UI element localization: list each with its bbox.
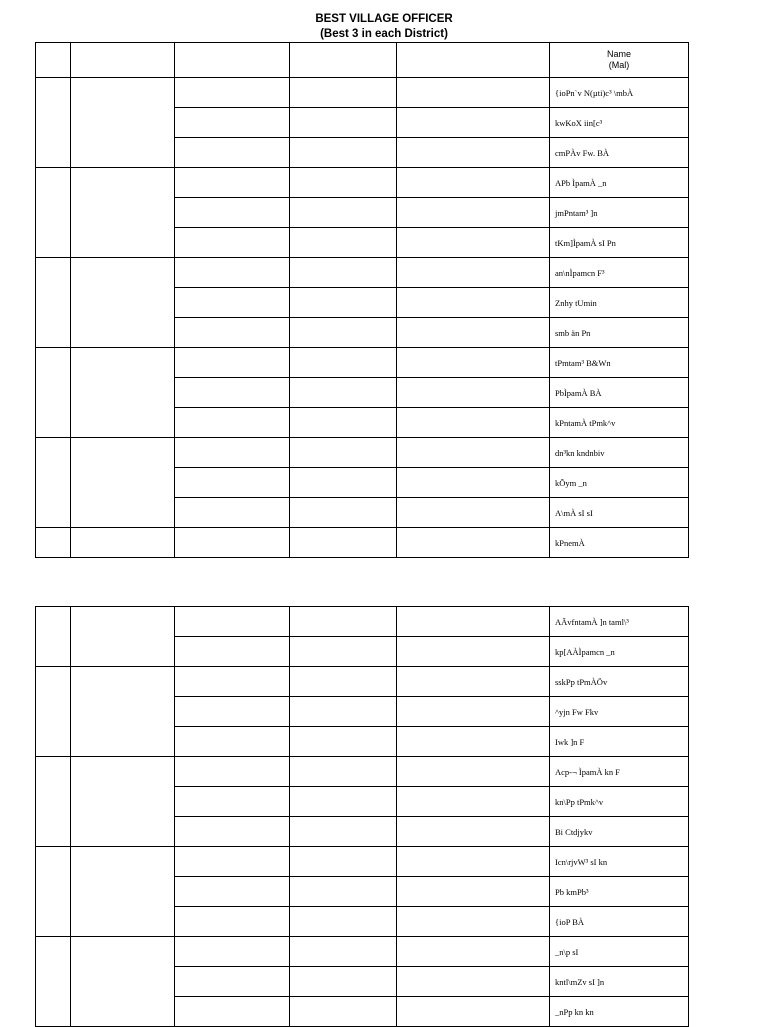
blank-cell xyxy=(397,378,550,408)
serial-cell xyxy=(36,757,71,847)
blank-cell xyxy=(175,727,290,757)
table-row xyxy=(36,607,689,637)
name-column-label: Name xyxy=(606,49,631,59)
officer-name: PbÌpamÀ BÀ xyxy=(550,378,689,408)
blank-cell xyxy=(397,667,550,697)
blank-cell xyxy=(397,198,550,228)
officer-name: _nPp kn kn xyxy=(550,997,689,1027)
blank-cell xyxy=(175,907,290,937)
blank-cell xyxy=(290,168,397,198)
blank-cell xyxy=(290,907,397,937)
blank-cell xyxy=(175,348,290,378)
blank-cell xyxy=(290,318,397,348)
header-row xyxy=(36,43,689,78)
district-cell xyxy=(71,78,175,168)
table-row xyxy=(36,78,689,108)
serial-cell xyxy=(36,348,71,438)
document-subtitle: (Best 3 in each District) xyxy=(320,28,448,40)
officer-name: _n\p sI xyxy=(550,937,689,967)
blank-cell xyxy=(175,498,290,528)
officer-name: AÃvfntamÀ ]n taml\³ xyxy=(550,607,689,637)
blank-cell xyxy=(175,877,290,907)
blank-cell xyxy=(397,607,550,637)
district-cell xyxy=(71,258,175,348)
blank-cell xyxy=(397,907,550,937)
blank-cell xyxy=(175,138,290,168)
serial-cell xyxy=(36,438,71,528)
table-row xyxy=(36,348,689,378)
officer-name: kPntamÀ tPmk^v xyxy=(550,408,689,438)
blank-cell xyxy=(290,288,397,318)
serial-cell xyxy=(36,937,71,1027)
table-row xyxy=(36,258,689,288)
blank-cell xyxy=(290,138,397,168)
district-cell xyxy=(71,348,175,438)
blank-cell xyxy=(290,997,397,1027)
blank-cell xyxy=(397,637,550,667)
officer-name: {ioP BÀ xyxy=(550,907,689,937)
officer-name: A\mÀ sI sI xyxy=(550,498,689,528)
blank-cell xyxy=(175,847,290,877)
officer-name: tPmtam³ B&Wn xyxy=(550,348,689,378)
blank-cell xyxy=(175,318,290,348)
officer-name: kwKoX iin[c³ xyxy=(550,108,689,138)
blank-cell xyxy=(290,817,397,847)
blank-cell xyxy=(290,348,397,378)
serial-cell xyxy=(36,78,71,168)
blank-cell xyxy=(290,757,397,787)
blank-cell xyxy=(397,817,550,847)
district-cell xyxy=(71,438,175,528)
district-cell xyxy=(71,757,175,847)
table-row xyxy=(36,847,689,877)
blank-cell xyxy=(290,468,397,498)
serial-cell xyxy=(36,847,71,937)
blank-cell xyxy=(397,498,550,528)
blank-cell xyxy=(175,228,290,258)
officer-name: cmPÀv Fw. BÀ xyxy=(550,138,689,168)
district-cell xyxy=(71,168,175,258)
officer-name: dn³kn kndnbiv xyxy=(550,438,689,468)
blank-cell xyxy=(397,468,550,498)
blank-cell xyxy=(397,697,550,727)
blank-cell xyxy=(397,528,550,558)
officer-name: jmPntam³ ]n xyxy=(550,198,689,228)
blank-cell xyxy=(397,138,550,168)
blank-cell xyxy=(397,757,550,787)
officer-name: Znhy tUmin xyxy=(550,288,689,318)
blank-cell xyxy=(397,438,550,468)
blank-cell xyxy=(175,607,290,637)
blank-cell xyxy=(397,997,550,1027)
serial-cell xyxy=(36,607,71,667)
officer-name: Pb kmPb³ xyxy=(550,877,689,907)
blank-cell xyxy=(175,697,290,727)
blank-cell xyxy=(290,108,397,138)
officer-name: kn\Pp tPmk^v xyxy=(550,787,689,817)
blank-cell xyxy=(290,787,397,817)
blank-cell xyxy=(175,637,290,667)
officer-name: Bi Ctdjykv xyxy=(550,817,689,847)
serial-cell xyxy=(36,258,71,348)
table-row xyxy=(36,438,689,468)
officer-table-1 xyxy=(35,42,689,558)
document-title: BEST VILLAGE OFFICER xyxy=(315,13,453,25)
officer-name: kÕym _n xyxy=(550,468,689,498)
officer-name: Iwk ]n F xyxy=(550,727,689,757)
officer-name: kntl\mZv sI ]n xyxy=(550,967,689,997)
officer-name: Acp-¬ ÌpamÀ kn F xyxy=(550,757,689,787)
blank-cell xyxy=(175,937,290,967)
blank-cell xyxy=(175,378,290,408)
district-cell xyxy=(71,667,175,757)
blank-cell xyxy=(290,258,397,288)
header-cell-empty xyxy=(397,43,550,78)
blank-cell xyxy=(397,348,550,378)
officer-name: tKm]ÌpamÀ sI Pn xyxy=(550,228,689,258)
table-row xyxy=(36,528,689,558)
blank-cell xyxy=(290,498,397,528)
header-cell-empty xyxy=(175,43,290,78)
district-cell xyxy=(71,937,175,1027)
officer-name: APb ÌpamÀ _n xyxy=(550,168,689,198)
blank-cell xyxy=(397,408,550,438)
blank-cell xyxy=(175,817,290,847)
blank-cell xyxy=(175,108,290,138)
serial-cell xyxy=(36,168,71,258)
blank-cell xyxy=(290,438,397,468)
table-row xyxy=(36,168,689,198)
blank-cell xyxy=(290,877,397,907)
blank-cell xyxy=(175,787,290,817)
blank-cell xyxy=(397,288,550,318)
officer-name: Icn\rjvW³ sI kn xyxy=(550,847,689,877)
blank-cell xyxy=(397,727,550,757)
blank-cell xyxy=(290,607,397,637)
blank-cell xyxy=(290,198,397,228)
header-cell-name xyxy=(550,43,689,78)
officer-name: kp[AÀÌpamcn _n xyxy=(550,637,689,667)
district-cell xyxy=(71,847,175,937)
officer-name: kPnemÀ xyxy=(550,528,689,558)
blank-cell xyxy=(290,228,397,258)
blank-cell xyxy=(397,787,550,817)
officer-table-2 xyxy=(35,606,689,1027)
blank-cell xyxy=(290,667,397,697)
officer-name: sskPp tPmÀÖv xyxy=(550,667,689,697)
blank-cell xyxy=(175,997,290,1027)
table-row xyxy=(36,937,689,967)
officer-name: an\nÌpamcn F³ xyxy=(550,258,689,288)
table-row xyxy=(36,667,689,697)
blank-cell xyxy=(175,78,290,108)
blank-cell xyxy=(397,847,550,877)
serial-cell xyxy=(36,528,71,558)
blank-cell xyxy=(290,967,397,997)
blank-cell xyxy=(397,318,550,348)
blank-cell xyxy=(290,847,397,877)
blank-cell xyxy=(290,727,397,757)
officer-name: {ioPn`v N(µti)c³ \mbÀ xyxy=(550,78,689,108)
officer-name: ^yjn Fw Fkv xyxy=(550,697,689,727)
blank-cell xyxy=(175,757,290,787)
district-cell xyxy=(71,607,175,667)
header-cell-empty xyxy=(290,43,397,78)
table-row xyxy=(36,757,689,787)
header-cell-empty xyxy=(36,43,71,78)
blank-cell xyxy=(397,877,550,907)
blank-cell xyxy=(397,168,550,198)
blank-cell xyxy=(397,258,550,288)
blank-cell xyxy=(397,967,550,997)
blank-cell xyxy=(290,937,397,967)
blank-cell xyxy=(175,168,290,198)
blank-cell xyxy=(397,78,550,108)
blank-cell xyxy=(175,528,290,558)
officer-name: smb än Pn xyxy=(550,318,689,348)
blank-cell xyxy=(397,937,550,967)
blank-cell xyxy=(175,408,290,438)
serial-cell xyxy=(36,667,71,757)
blank-cell xyxy=(175,468,290,498)
blank-cell xyxy=(175,438,290,468)
blank-cell xyxy=(397,228,550,258)
blank-cell xyxy=(175,258,290,288)
blank-cell xyxy=(290,637,397,667)
blank-cell xyxy=(397,108,550,138)
blank-cell xyxy=(290,528,397,558)
blank-cell xyxy=(290,408,397,438)
blank-cell xyxy=(290,378,397,408)
district-cell xyxy=(71,528,175,558)
blank-cell xyxy=(290,78,397,108)
blank-cell xyxy=(175,667,290,697)
blank-cell xyxy=(290,697,397,727)
blank-cell xyxy=(175,288,290,318)
blank-cell xyxy=(175,198,290,228)
blank-cell xyxy=(175,967,290,997)
name-column-sublabel: (Mal) xyxy=(608,60,630,70)
header-cell-empty xyxy=(71,43,175,78)
